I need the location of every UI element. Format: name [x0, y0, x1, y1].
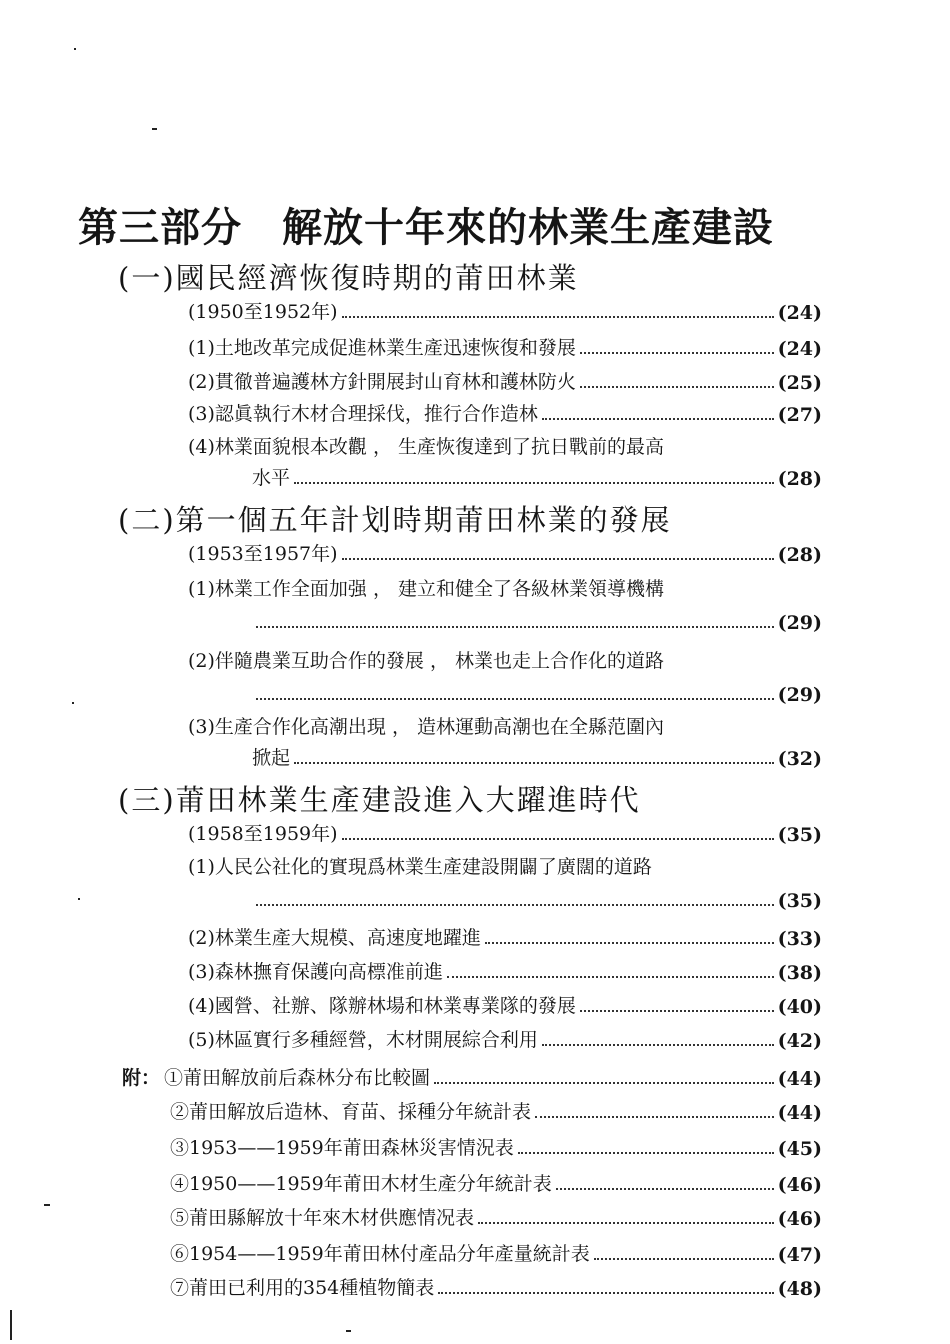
section-2-period: (1953至1957年) (28): [188, 543, 822, 566]
toc-entry-line: (1)人民公社化的實現爲林業生產建設開闢了廣闊的道路: [188, 856, 652, 878]
toc-entry-continuation: (29): [252, 676, 822, 706]
toc-entry: (2)林業生產大規模、高速度地躍進 (33): [188, 927, 822, 950]
scan-speck: [78, 898, 80, 900]
toc-entry-continuation: (29): [252, 604, 822, 634]
toc-entry-line: (1)林業工作全面加强 ， 建立和健全了各級林業領導機構: [188, 578, 664, 600]
appendix-entry: ⑥1954——1959年莆田林付產品分年產量統計表 (47): [170, 1243, 822, 1266]
section-3-period: (1958至1959年) (35): [188, 823, 822, 846]
toc-entry: (5)林區實行多種經營，木材開展綜合利用 (42): [188, 1029, 822, 1052]
toc-entry-line: (3)生產合作化高潮出現 ， 造林運動高潮也在全縣范圍內: [188, 716, 664, 738]
scan-speck: [346, 1330, 351, 1332]
section-heading-3: (三)莆田林業生產建設進入大躍進時代: [118, 783, 641, 817]
toc-entry-continuation: (35): [252, 882, 822, 912]
appendix-entry: ④1950——1959年莆田木材生產分年統計表 (46): [170, 1173, 822, 1196]
appendix-entry: ⑦莆田已利用的354種植物簡表 (48): [170, 1277, 822, 1300]
appendix-entry: ②莆田解放后造林、育苗、採種分年統計表 (44): [170, 1101, 822, 1124]
section-heading-2: (二)第一個五年計划時期莆田林業的發展: [118, 503, 672, 537]
section-1-period: (1950至1952年) (24): [188, 301, 822, 324]
section-heading-1: (一)國民經濟恢復時期的莆田林業: [118, 261, 579, 295]
scan-speck: [44, 1204, 50, 1206]
scan-speck: [72, 702, 74, 704]
appendix-entry: ⑤莆田縣解放十年來木材供應情况表 (46): [170, 1207, 822, 1230]
toc-entry: (2)貫徹普遍護林方針開展封山育林和護林防火 (25): [188, 371, 822, 394]
part-name: 解放十年來的林業生產建設: [282, 204, 774, 251]
toc-entry: (3)森林撫育保護向高標准前進 (38): [188, 961, 822, 984]
toc-entry-line: (4)林業面貌根本改觀 ， 生產恢復達到了抗日戰前的最高: [188, 436, 664, 458]
appendix-entry: ③1953——1959年莆田森林災害情況表 (45): [170, 1137, 822, 1160]
toc-entry: (1)土地改革完成促進林業生產迅速恢復和發展 (24): [188, 337, 822, 360]
scan-speck: [152, 128, 157, 130]
toc-entry: (4)國營、社辦、隊辦林場和林業專業隊的發展 (40): [188, 995, 822, 1018]
part-number: 第三部分: [78, 204, 242, 251]
appendix-label: 附：: [122, 1067, 161, 1089]
toc-entry-continuation: 水平 (28): [252, 467, 822, 490]
toc-entry-line: (2)伴隨農業互助合作的發展 ， 林業也走上合作化的道路: [188, 650, 664, 672]
part-title: [78, 196, 798, 253]
toc-entry-continuation: 掀起 (32): [252, 747, 822, 770]
appendix-entry: 附： ①莆田解放前后森林分布比較圖 (44): [122, 1060, 822, 1090]
scan-speck: [74, 48, 76, 50]
toc-entry: (3)認眞執行木材合理採伐，推行合作造林 (27): [188, 403, 822, 426]
scan-edge-mark: [10, 1310, 12, 1340]
